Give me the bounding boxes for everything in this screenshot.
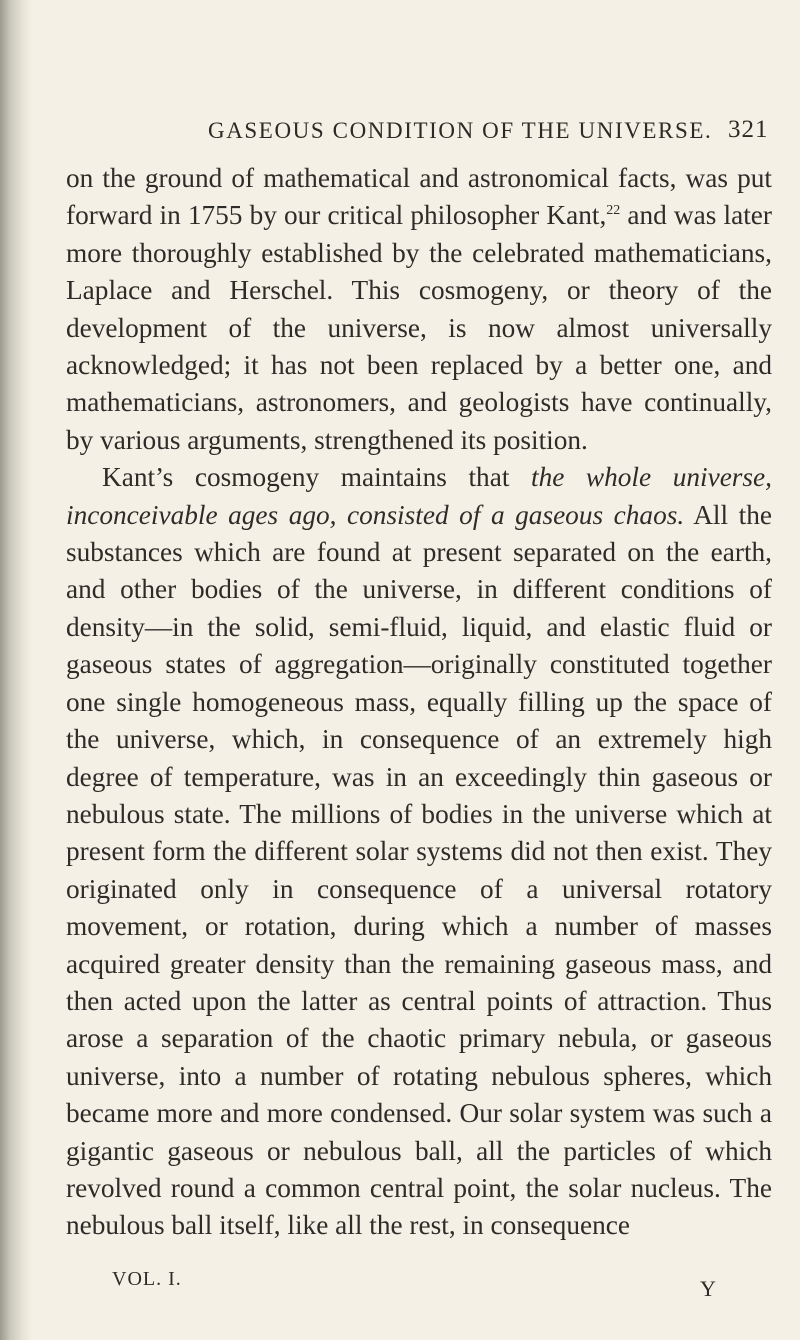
binding-shadow	[0, 0, 32, 1340]
page-number: 321	[728, 116, 769, 143]
running-head: GASEOUS CONDITION OF THE UNIVERSE.	[208, 118, 713, 143]
paragraph-2-text-b: All the substances which are found at present separated on the earth, and other bodies of the universe, in different conditions of density—in the solid, semi-fluid, liquid, and elastic fluid or gaseous states of aggregation—originally constituted together one single homogeneous mass, equally filling up the space of the universe, which, in consequence of an extremely high degree of temperature, was in an exceedingly thin gaseous or nebulous state. The millions of bodies in the universe which at present form the different solar systems did not then exist. They originated only in consequence of a universal rotatory movement, or rotation, during which a number of masses acquired greater density than the remaining gaseous mass, and then acted upon the latter as central points of attraction. Thus arose a separation of the chaotic primary nebula, or gaseous universe, into a number of rotating nebulous spheres, which became more and more condensed. Our solar system was such a gigantic gaseous or nebulous ball, all the particles of which revolved round a common central point, the solar nucleus. The nebulous ball itself, like all the rest, in consequence	[66, 499, 772, 1241]
paragraph-2	[66, 459, 772, 1245]
paragraph-2-emphasis: the whole universe, inconceivable ages ago, consisted of a gaseous chaos.	[66, 462, 772, 530]
gathering-signature: Y	[700, 1276, 716, 1301]
paragraph-2-text-a: Kant’s cosmogeny maintains that	[102, 462, 531, 493]
paragraph-1	[66, 160, 772, 459]
footnote-reference: 22	[606, 203, 621, 219]
body-text	[66, 160, 772, 1245]
volume-signature: VOL. I.	[112, 1268, 182, 1290]
paragraph-1-text-a: on the ground of mathematical and astronomical facts, was put forward in 1755 by our critical philosopher Kant,	[66, 163, 772, 231]
page-footer	[0, 1268, 800, 1308]
page-header	[0, 114, 800, 154]
paragraph-1-text-b: and was later more thoroughly established by the celebrated mathematicians, Laplace and Herschel. This cosmogeny, or theory of the development of the universe, is now almost universally acknowledged; it has not been replaced by a better one, and mathematicians, astronomers, and geologists have continually, by various arguments, strengthened its position.	[66, 200, 772, 455]
